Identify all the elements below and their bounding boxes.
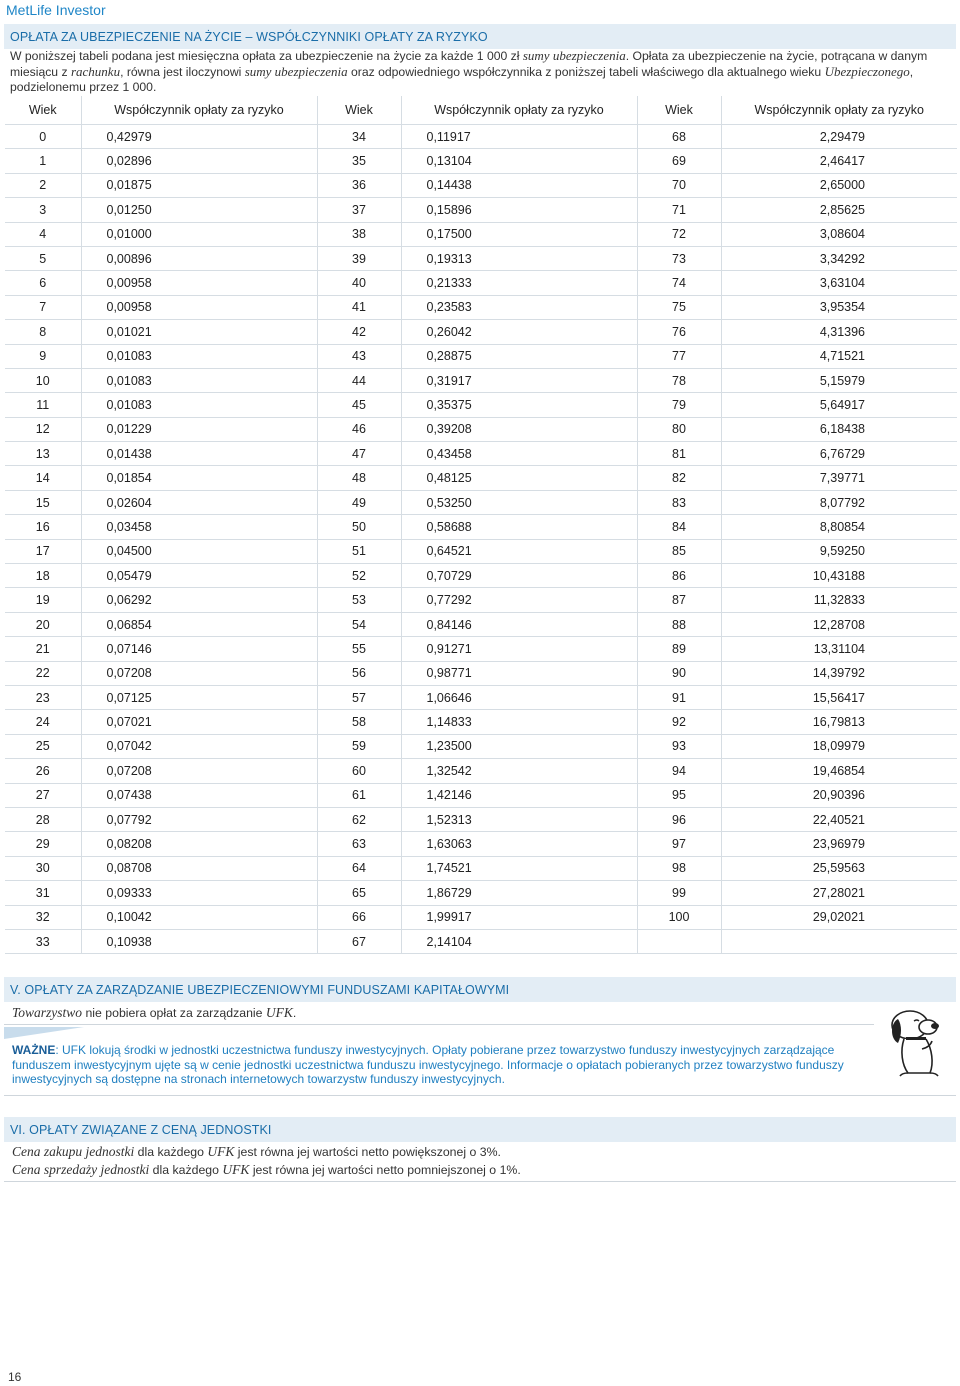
folded-corner-icon [4,1027,84,1039]
cell-age-2: 67 [317,929,401,953]
cell-age-2: 56 [317,661,401,685]
cell-rate-3: 7,39771 [721,466,957,490]
table-row [5,393,957,417]
cell-age-1: 0 [5,125,81,149]
cell-age-1: 17 [5,539,81,563]
header-rate-1: Współczynnik opłaty za ryzyko [81,96,317,125]
cell-age-3: 90 [637,661,721,685]
cell-age-2: 46 [317,417,401,441]
cell-age-3: 84 [637,515,721,539]
cell-age-2: 35 [317,149,401,173]
cell-age-1: 25 [5,734,81,758]
cell-rate-2: 0,26042 [401,320,637,344]
table-row [5,344,957,368]
cell-rate-2: 0,53250 [401,490,637,514]
cell-age-1: 24 [5,710,81,734]
table-row [5,539,957,563]
header-age-1: Wiek [5,96,81,125]
cell-rate-2: 1,23500 [401,734,637,758]
table-row [5,588,957,612]
divider [4,1181,956,1182]
table-row [5,515,957,539]
table-header-row [5,96,957,125]
cell-rate-2: 0,11917 [401,125,637,149]
cell-rate-2: 1,32542 [401,759,637,783]
table-row [5,295,957,319]
cell-rate-1: 0,07042 [81,734,317,758]
snoopy-illustration [878,1005,954,1077]
cell-age-3: 100 [637,905,721,929]
cell-rate-2: 0,91271 [401,637,637,661]
cell-rate-1: 0,00958 [81,295,317,319]
cell-age-2: 42 [317,320,401,344]
cell-rate-2: 0,35375 [401,393,637,417]
cell-rate-3: 23,96979 [721,832,957,856]
cell-rate-3: 8,07792 [721,490,957,514]
risk-rate-table [5,96,957,954]
cell-age-1: 20 [5,612,81,636]
cell-age-3: 92 [637,710,721,734]
cell-age-2: 59 [317,734,401,758]
cell-age-3: 87 [637,588,721,612]
cell-rate-1: 0,07792 [81,807,317,831]
cell-rate-2: 1,14833 [401,710,637,734]
cell-rate-1: 0,09333 [81,881,317,905]
table-row [5,466,957,490]
table-row [5,320,957,344]
cell-rate-3: 3,95354 [721,295,957,319]
cell-rate-1: 0,01083 [81,368,317,392]
cell-age-1: 32 [5,905,81,929]
fund-management-paragraph: Towarzystwo nie pobiera opłat za zarządzanie UFK. [12,1005,297,1020]
cell-rate-3: 4,71521 [721,344,957,368]
cell-rate-1: 0,00896 [81,246,317,270]
cell-age-1: 2 [5,173,81,197]
table-body [5,125,957,954]
purchase-price-line: Cena zakupu jednostki dla każdego UFK jest równa jej wartości netto powiększonej o 3%. [12,1144,501,1159]
table-row [5,783,957,807]
cell-rate-1: 0,07208 [81,759,317,783]
cell-rate-2: 0,84146 [401,612,637,636]
cell-age-3: 79 [637,393,721,417]
cell-age-2: 40 [317,271,401,295]
table-row [5,881,957,905]
cell-age-2: 39 [317,246,401,270]
cell-rate-3: 6,18438 [721,417,957,441]
cell-rate-3 [721,929,957,953]
cell-rate-3: 13,31104 [721,637,957,661]
cell-rate-1: 0,07125 [81,685,317,709]
cell-age-3: 89 [637,637,721,661]
cell-rate-1: 0,07021 [81,710,317,734]
cell-age-1: 18 [5,564,81,588]
cell-age-3: 69 [637,149,721,173]
cell-rate-3: 5,15979 [721,368,957,392]
cell-rate-2: 1,63063 [401,832,637,856]
cell-rate-2: 0,28875 [401,344,637,368]
cell-age-1: 10 [5,368,81,392]
cell-age-1: 1 [5,149,81,173]
cell-age-2: 63 [317,832,401,856]
cell-rate-1: 0,02896 [81,149,317,173]
cell-rate-2: 0,14438 [401,173,637,197]
cell-rate-2: 1,86729 [401,881,637,905]
cell-age-1: 14 [5,466,81,490]
cell-age-1: 16 [5,515,81,539]
cell-age-3: 77 [637,344,721,368]
cell-age-3: 91 [637,685,721,709]
table-row [5,442,957,466]
cell-age-1: 13 [5,442,81,466]
cell-age-1: 31 [5,881,81,905]
cell-age-2: 61 [317,783,401,807]
cell-rate-3: 5,64917 [721,393,957,417]
table-row [5,832,957,856]
table-row [5,637,957,661]
cell-age-2: 37 [317,198,401,222]
cell-age-3: 99 [637,881,721,905]
cell-rate-3: 15,56417 [721,685,957,709]
cell-rate-2: 0,15896 [401,198,637,222]
cell-rate-2: 0,98771 [401,661,637,685]
cell-age-3: 68 [637,125,721,149]
cell-age-2: 57 [317,685,401,709]
cell-rate-1: 0,07438 [81,783,317,807]
cell-rate-2: 0,48125 [401,466,637,490]
cell-age-2: 58 [317,710,401,734]
cell-age-1: 5 [5,246,81,270]
cell-rate-3: 14,39792 [721,661,957,685]
cell-rate-1: 0,07146 [81,637,317,661]
table-row [5,222,957,246]
cell-rate-2: 0,64521 [401,539,637,563]
cell-rate-1: 0,10042 [81,905,317,929]
cell-rate-3: 3,34292 [721,246,957,270]
cell-age-1: 11 [5,393,81,417]
cell-rate-3: 3,08604 [721,222,957,246]
cell-rate-1: 0,42979 [81,125,317,149]
cell-age-2: 43 [317,344,401,368]
header-rate-2: Współczynnik opłaty za ryzyko [401,96,637,125]
cell-age-1: 26 [5,759,81,783]
cell-rate-2: 2,14104 [401,929,637,953]
cell-age-1: 4 [5,222,81,246]
cell-age-3: 96 [637,807,721,831]
cell-age-1: 12 [5,417,81,441]
brand-title: MetLife Investor [6,2,106,18]
cell-rate-3: 2,85625 [721,198,957,222]
table-row [5,905,957,929]
cell-age-2: 55 [317,637,401,661]
table-row [5,246,957,270]
cell-rate-1: 0,06854 [81,612,317,636]
cell-rate-2: 0,58688 [401,515,637,539]
cell-rate-1: 0,01438 [81,442,317,466]
cell-rate-1: 0,01875 [81,173,317,197]
cell-rate-3: 2,65000 [721,173,957,197]
cell-rate-3: 12,28708 [721,612,957,636]
cell-age-2: 60 [317,759,401,783]
cell-age-2: 48 [317,466,401,490]
cell-rate-2: 1,42146 [401,783,637,807]
cell-age-2: 62 [317,807,401,831]
cell-rate-3: 22,40521 [721,807,957,831]
cell-age-2: 50 [317,515,401,539]
divider [4,1095,956,1096]
cell-age-3: 72 [637,222,721,246]
cell-age-2: 52 [317,564,401,588]
cell-rate-1: 0,02604 [81,490,317,514]
table-row [5,685,957,709]
cell-age-2: 65 [317,881,401,905]
cell-age-1: 27 [5,783,81,807]
cell-age-1: 7 [5,295,81,319]
cell-rate-3: 6,76729 [721,442,957,466]
cell-rate-1: 0,01250 [81,198,317,222]
table-row [5,417,957,441]
table-row [5,856,957,880]
cell-rate-1: 0,04500 [81,539,317,563]
cell-age-3: 71 [637,198,721,222]
cell-age-1: 22 [5,661,81,685]
table-row [5,734,957,758]
cell-rate-1: 0,01021 [81,320,317,344]
cell-rate-1: 0,01854 [81,466,317,490]
cell-rate-1: 0,01229 [81,417,317,441]
cell-rate-3: 19,46854 [721,759,957,783]
cell-age-2: 66 [317,905,401,929]
cell-rate-2: 0,17500 [401,222,637,246]
cell-age-3: 74 [637,271,721,295]
table-row [5,564,957,588]
cell-age-1: 28 [5,807,81,831]
cell-rate-3: 3,63104 [721,271,957,295]
cell-rate-1: 0,06292 [81,588,317,612]
cell-rate-1: 0,01083 [81,393,317,417]
cell-rate-3: 27,28021 [721,881,957,905]
cell-age-1: 33 [5,929,81,953]
cell-rate-2: 1,74521 [401,856,637,880]
cell-rate-1: 0,07208 [81,661,317,685]
section-heading-risk-fee: OPŁATA ZA UBEZPIECZENIE NA ŻYCIE – WSPÓŁCZYNNIKI OPŁATY ZA RYZYKO [4,24,956,49]
cell-rate-3: 9,59250 [721,539,957,563]
cell-age-2: 54 [317,612,401,636]
cell-rate-1: 0,08708 [81,856,317,880]
cell-age-3: 95 [637,783,721,807]
cell-age-3: 85 [637,539,721,563]
cell-age-1: 29 [5,832,81,856]
table-row [5,661,957,685]
cell-age-3: 73 [637,246,721,270]
cell-rate-2: 1,52313 [401,807,637,831]
cell-age-3: 97 [637,832,721,856]
header-age-3: Wiek [637,96,721,125]
table-row [5,149,957,173]
cell-age-2: 64 [317,856,401,880]
cell-age-3: 78 [637,368,721,392]
cell-rate-3: 4,31396 [721,320,957,344]
cell-rate-2: 0,23583 [401,295,637,319]
cell-age-1: 8 [5,320,81,344]
cell-age-1: 9 [5,344,81,368]
cell-rate-3: 25,59563 [721,856,957,880]
table-row [5,173,957,197]
cell-rate-2: 0,19313 [401,246,637,270]
cell-age-3: 81 [637,442,721,466]
cell-rate-2: 1,99917 [401,905,637,929]
table-row [5,125,957,149]
cell-rate-3: 2,46417 [721,149,957,173]
table-row [5,807,957,831]
cell-age-3: 70 [637,173,721,197]
table-row [5,929,957,953]
cell-rate-3: 11,32833 [721,588,957,612]
cell-age-1: 15 [5,490,81,514]
table-row [5,612,957,636]
cell-age-2: 41 [317,295,401,319]
cell-age-3: 83 [637,490,721,514]
cell-rate-2: 1,06646 [401,685,637,709]
cell-age-3: 98 [637,856,721,880]
cell-rate-1: 0,03458 [81,515,317,539]
cell-age-1: 19 [5,588,81,612]
cell-rate-2: 0,21333 [401,271,637,295]
cell-age-2: 51 [317,539,401,563]
cell-age-3: 75 [637,295,721,319]
cell-age-3: 94 [637,759,721,783]
table-row [5,710,957,734]
cell-age-2: 38 [317,222,401,246]
intro-paragraph: W poniższej tabeli podana jest miesięczna opłata za ubezpieczenie na życie za każde 1 000 zł sumy ubezpieczenia. Opłata za ubezpieczenie na życie, potrącana w danym miesiącu z rachunku, równa jest iloczynowi sumy ubezpieczenia oraz odpowiedniego współczynnika z poniższej tabeli właściwego dla aktualnego wieku Ubezpieczonego, podzielonemu przez 1 000. [10,48,928,94]
cell-rate-2: 0,31917 [401,368,637,392]
cell-rate-1: 0,01083 [81,344,317,368]
cell-rate-3: 16,79813 [721,710,957,734]
important-note: WAŻNE: UFK lokują środki w jednostki uczestnictwa funduszy inwestycyjnych. Opłaty pobierane przez towarzystwo funduszy inwestycyjnych zarządzające funduszem inwestycyjnym ujęte są w cenie jednostki uczestnictwa funduszu inwestycyjnego. Informacje o opłatach pobieranych przez towarzystwo funduszy inwestycyjnych są dostępne na stronach internetowych towarzystw funduszy inwestycyjnych. [12,1043,844,1086]
cell-rate-3: 8,80854 [721,515,957,539]
cell-rate-3: 20,90396 [721,783,957,807]
cell-rate-3: 2,29479 [721,125,957,149]
cell-age-1: 21 [5,637,81,661]
cell-rate-3: 10,43188 [721,564,957,588]
table-row [5,271,957,295]
sale-price-line: Cena sprzedaży jednostki dla każdego UFK jest równa jej wartości netto pomniejszonej o 1%. [12,1162,521,1177]
table-row [5,368,957,392]
cell-rate-2: 0,43458 [401,442,637,466]
cell-rate-1: 0,10938 [81,929,317,953]
cell-rate-2: 0,13104 [401,149,637,173]
cell-age-2: 45 [317,393,401,417]
cell-age-1: 6 [5,271,81,295]
divider [4,1024,874,1025]
cell-rate-3: 18,09979 [721,734,957,758]
section-heading-unit-price: VI. OPŁATY ZWIĄZANE Z CENĄ JEDNOSTKI [4,1117,956,1142]
cell-rate-3: 29,02021 [721,905,957,929]
cell-rate-1: 0,01000 [81,222,317,246]
page-number: 16 [8,1370,22,1384]
cell-age-3: 86 [637,564,721,588]
cell-age-3: 82 [637,466,721,490]
cell-age-2: 47 [317,442,401,466]
cell-rate-1: 0,05479 [81,564,317,588]
cell-rate-2: 0,70729 [401,564,637,588]
cell-age-1: 30 [5,856,81,880]
cell-age-3 [637,929,721,953]
cell-age-1: 3 [5,198,81,222]
table-row [5,759,957,783]
cell-age-2: 36 [317,173,401,197]
header-rate-3: Współczynnik opłaty za ryzyko [721,96,957,125]
cell-age-3: 88 [637,612,721,636]
cell-rate-2: 0,39208 [401,417,637,441]
header-age-2: Wiek [317,96,401,125]
table-row [5,490,957,514]
section-heading-fund-management: V. OPŁATY ZA ZARZĄDZANIE UBEZPIECZENIOWYMI FUNDUSZAMI KAPITAŁOWYMI [4,977,956,1002]
cell-age-2: 44 [317,368,401,392]
cell-age-3: 76 [637,320,721,344]
cell-age-3: 80 [637,417,721,441]
cell-age-2: 49 [317,490,401,514]
cell-rate-2: 0,77292 [401,588,637,612]
cell-rate-1: 0,08208 [81,832,317,856]
cell-age-2: 53 [317,588,401,612]
table-row [5,198,957,222]
cell-age-3: 93 [637,734,721,758]
cell-age-2: 34 [317,125,401,149]
cell-rate-1: 0,00958 [81,271,317,295]
cell-age-1: 23 [5,685,81,709]
